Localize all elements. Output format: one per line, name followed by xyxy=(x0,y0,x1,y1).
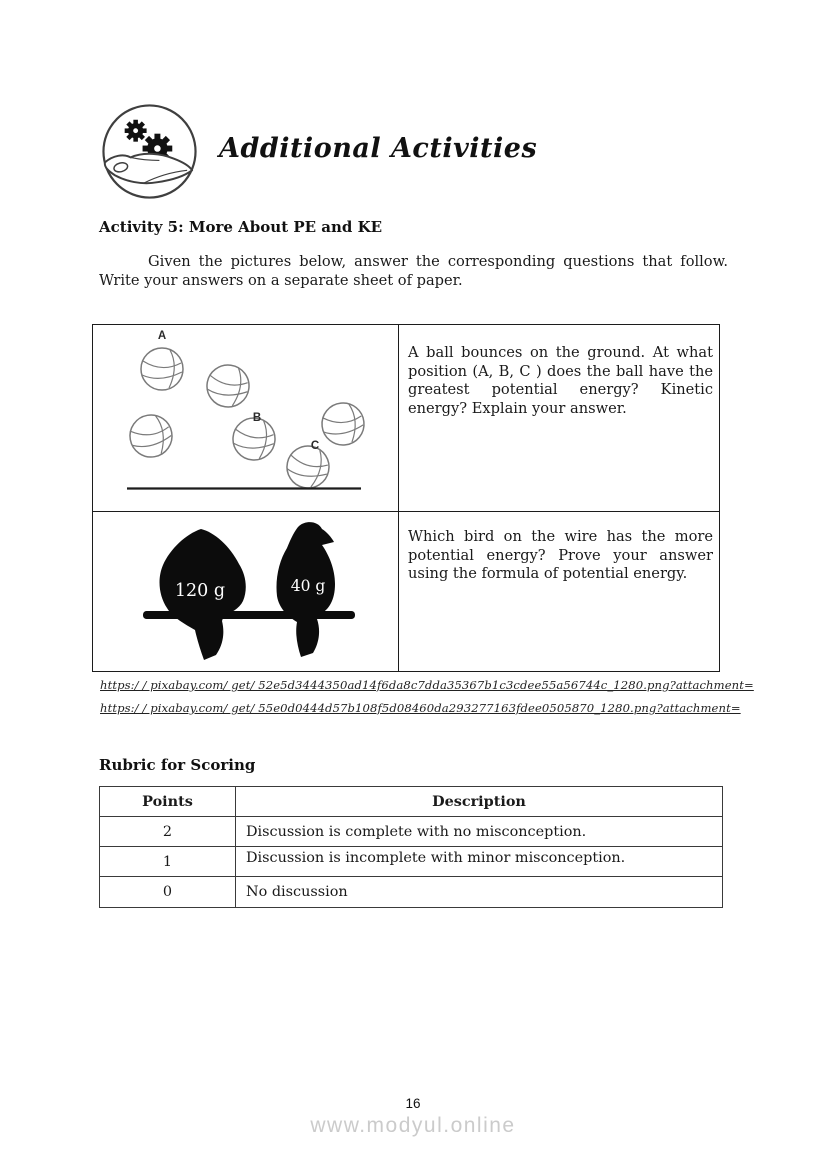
table-row xyxy=(93,512,719,671)
rubric-col-description: Description xyxy=(432,793,526,810)
basketball-C xyxy=(283,442,333,492)
ball-label-b: B xyxy=(252,412,262,424)
rubric-row-1pt xyxy=(100,847,722,877)
rubric-description: Discussion is incomplete with minor misconception. xyxy=(246,850,626,866)
table-row xyxy=(93,325,719,512)
rubric-table xyxy=(99,786,723,908)
activity-heading: Activity 5: More About PE and KE xyxy=(99,218,383,236)
rubric-points: 1 xyxy=(100,847,236,876)
source-link-2[interactable]: https:/ / pixabay.com/ get/ 55e0d0444d57b108f5d08460da293277163fdee0505870_1280.png?attachment= xyxy=(100,701,741,715)
basketball xyxy=(204,362,251,409)
page-title: Additional Activities xyxy=(219,133,538,164)
bouncing-balls-image-cell xyxy=(93,325,399,511)
two-birds-on-wire xyxy=(93,512,399,671)
basketball xyxy=(127,412,176,461)
site-watermark: www.modyul.online xyxy=(310,1114,516,1137)
activity-instructions: Given the pictures below, answer the corresponding questions that follow. Write your answers on a separate sheet of paper. xyxy=(99,253,728,289)
rubric-row-0pts xyxy=(100,877,722,907)
birds-on-wire-image-cell xyxy=(93,512,399,671)
gears-in-hand-icon-svg xyxy=(100,102,199,201)
ball-label-c: C xyxy=(310,440,320,452)
image-sources xyxy=(100,678,754,724)
rubric-row-2pts xyxy=(100,817,722,847)
rubric-description: No discussion xyxy=(246,884,348,900)
question-1-text: A ball bounces on the ground. At what position (A, B, C ) does the ball have the greatest potential energy? Kinetic energy? Explain your answer. xyxy=(408,344,713,417)
rubric-points: 0 xyxy=(100,877,236,907)
page-number: 16 xyxy=(405,1096,421,1111)
rubric-heading: Rubric for Scoring xyxy=(99,756,256,774)
gears-in-hand-icon xyxy=(100,102,199,201)
ball-label-a: A xyxy=(157,330,167,342)
bird-mass-120g: 120 g xyxy=(174,581,226,601)
rubric-description: Discussion is complete with no misconception. xyxy=(246,823,587,840)
question-2-text: Which bird on the wire has the more potential energy? Prove your answer using the formula of potential energy. xyxy=(408,528,713,582)
small-gear xyxy=(125,120,147,142)
rubric-header-row xyxy=(100,787,722,817)
basketball-A xyxy=(141,348,183,390)
rubric-col-points: Points xyxy=(100,787,236,816)
questions-table xyxy=(92,324,720,672)
source-link-1[interactable]: https:/ / pixabay.com/ get/ 52e5d3444350ad14f6da8c7dda35367b1c3cdee55a56744c_1280.png?attachment= xyxy=(100,678,754,692)
basketball xyxy=(320,401,366,447)
bird-mass-40g: 40 g xyxy=(290,577,326,595)
rubric-points: 2 xyxy=(100,817,236,846)
bouncing-balls-diagram xyxy=(93,325,399,512)
